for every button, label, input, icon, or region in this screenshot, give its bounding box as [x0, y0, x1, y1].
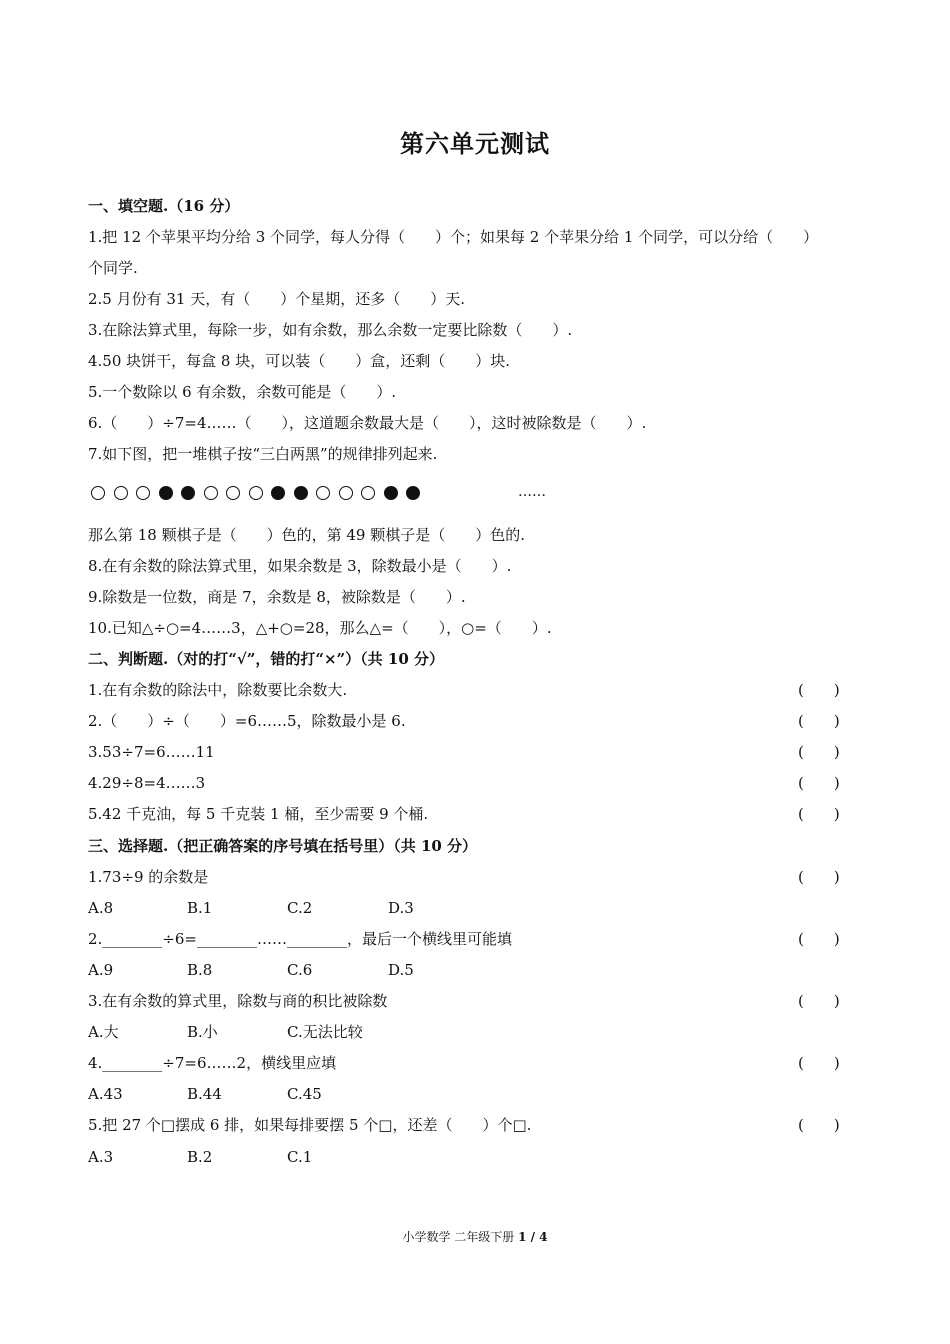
black-bead — [384, 486, 398, 500]
choice-question-5: 5.把 27 个□摆成 6 排，如果每排要摆 5 个□，还差（ ）个□. — [88, 1116, 532, 1134]
answer-paren[interactable]: ( ) — [798, 805, 840, 823]
question-1-7: 7.如下图，把一堆棋子按“三白两黑”的规律排列起来. — [88, 445, 438, 463]
page-footer — [0, 1228, 950, 1245]
judge-item-5: 5.42 千克油，每 5 千克装 1 桶，至少需要 9 个桶. — [88, 805, 429, 823]
black-bead — [159, 486, 173, 500]
choice-options-5 — [88, 1147, 588, 1167]
black-bead — [406, 486, 420, 500]
white-bead — [249, 486, 263, 500]
judge-item-3: 3.53÷7=6……11 — [88, 743, 215, 761]
answer-paren[interactable]: ( ) — [798, 1054, 840, 1072]
option-c[interactable]: C.2 — [287, 899, 313, 917]
option-d[interactable]: D.5 — [388, 961, 414, 979]
question-1-5: 5.一个数除以 6 有余数，余数可能是（ ）. — [88, 383, 397, 401]
option-c[interactable]: C.6 — [287, 961, 313, 979]
white-bead — [226, 486, 240, 500]
question-1-2: 2.5 月份有 31 天，有（ ）个星期，还多（ ）天. — [88, 290, 466, 308]
choice-options-4 — [88, 1084, 588, 1104]
answer-paren[interactable]: ( ) — [798, 743, 840, 761]
choice-question-2: 2.________÷6=________……________，最后一个横线里可能填 — [88, 930, 512, 948]
option-a[interactable]: A.8 — [88, 899, 114, 917]
white-bead — [316, 486, 330, 500]
judge-item-1: 1.在有余数的除法中，除数要比余数大. — [88, 681, 348, 699]
answer-paren[interactable]: ( ) — [798, 868, 840, 886]
question-1-7-ask: 那么第 18 颗棋子是（ ）色的，第 49 颗棋子是（ ）色的. — [88, 526, 526, 544]
section-3-heading: 三、选择题.（把正确答案的序号填在括号里）（共 10 分） — [88, 837, 478, 855]
answer-paren[interactable]: ( ) — [798, 1116, 840, 1134]
option-b[interactable]: B.2 — [187, 1148, 213, 1166]
choice-question-3: 3.在有余数的算式里，除数与商的积比被除数 — [88, 992, 388, 1010]
judge-item-2: 2.（ ）÷（ ）=6……5，除数最小是 6. — [88, 712, 406, 730]
answer-paren[interactable]: ( ) — [798, 681, 840, 699]
black-bead — [294, 486, 308, 500]
question-1-3: 3.在除法算式里，每除一步，如有余数，那么余数一定要比除数（ ）. — [88, 321, 573, 339]
option-d[interactable]: D.3 — [388, 899, 414, 917]
option-a[interactable]: A.9 — [88, 961, 114, 979]
option-c[interactable]: C.无法比较 — [287, 1023, 363, 1041]
page-number: 1 / 4 — [518, 1230, 548, 1244]
answer-paren[interactable]: ( ) — [798, 930, 840, 948]
footer-text: 小学数学 二年级下册 — [402, 1230, 519, 1244]
question-1-10: 10.已知△÷○=4……3，△+○=28，那么△=（ ），○=（ ）. — [88, 619, 552, 637]
white-bead — [361, 486, 375, 500]
choice-options-2 — [88, 960, 588, 980]
section-2-heading: 二、判断题.（对的打“√”，错的打“×”）（共 10 分） — [88, 650, 444, 668]
choice-options-1 — [88, 898, 588, 918]
choice-question-1: 1.73÷9 的余数是 — [88, 868, 209, 886]
black-bead — [271, 486, 285, 500]
option-a[interactable]: A.大 — [88, 1023, 119, 1041]
question-1-9: 9.除数是一位数，商是 7，余数是 8，被除数是（ ）. — [88, 588, 466, 606]
section-1-heading: 一、填空题.（16 分） — [88, 197, 240, 215]
question-1-4: 4.50 块饼干，每盒 8 块，可以装（ ）盒，还剩（ ）块. — [88, 352, 511, 370]
judge-item-4: 4.29÷8=4……3 — [88, 774, 206, 792]
option-b[interactable]: B.44 — [187, 1085, 222, 1103]
option-c[interactable]: C.1 — [287, 1148, 313, 1166]
option-b[interactable]: B.8 — [187, 961, 213, 979]
answer-paren[interactable]: ( ) — [798, 992, 840, 1010]
answer-paren[interactable]: ( ) — [798, 712, 840, 730]
option-a[interactable]: A.43 — [88, 1085, 123, 1103]
white-bead — [114, 486, 128, 500]
question-1-8: 8.在有余数的除法算式里，如果余数是 3，除数最小是（ ）. — [88, 557, 512, 575]
black-bead — [181, 486, 195, 500]
question-1-6: 6.（ ）÷7=4……（ ），这道题余数最大是（ ），这时被除数是（ ）. — [88, 414, 647, 432]
option-a[interactable]: A.3 — [88, 1148, 114, 1166]
white-bead — [204, 486, 218, 500]
answer-paren[interactable]: ( ) — [798, 774, 840, 792]
question-1-1: 1.把 12 个苹果平均分给 3 个同学，每人分得（ ）个；如果每 2 个苹果分给 1 个同学，可以分给（ ） — [88, 228, 819, 246]
option-c[interactable]: C.45 — [287, 1085, 322, 1103]
question-1-1-cont: 个同学. — [88, 259, 138, 277]
white-bead — [339, 486, 353, 500]
option-b[interactable]: B.小 — [187, 1023, 218, 1041]
white-bead — [91, 486, 105, 500]
bead-ellipsis: …… — [518, 484, 546, 500]
option-b[interactable]: B.1 — [187, 899, 213, 917]
choice-options-3 — [88, 1022, 588, 1042]
choice-question-4: 4.________÷7=6……2，横线里应填 — [88, 1054, 337, 1072]
white-bead — [136, 486, 150, 500]
page-title: 第六单元测试 — [400, 129, 550, 158]
